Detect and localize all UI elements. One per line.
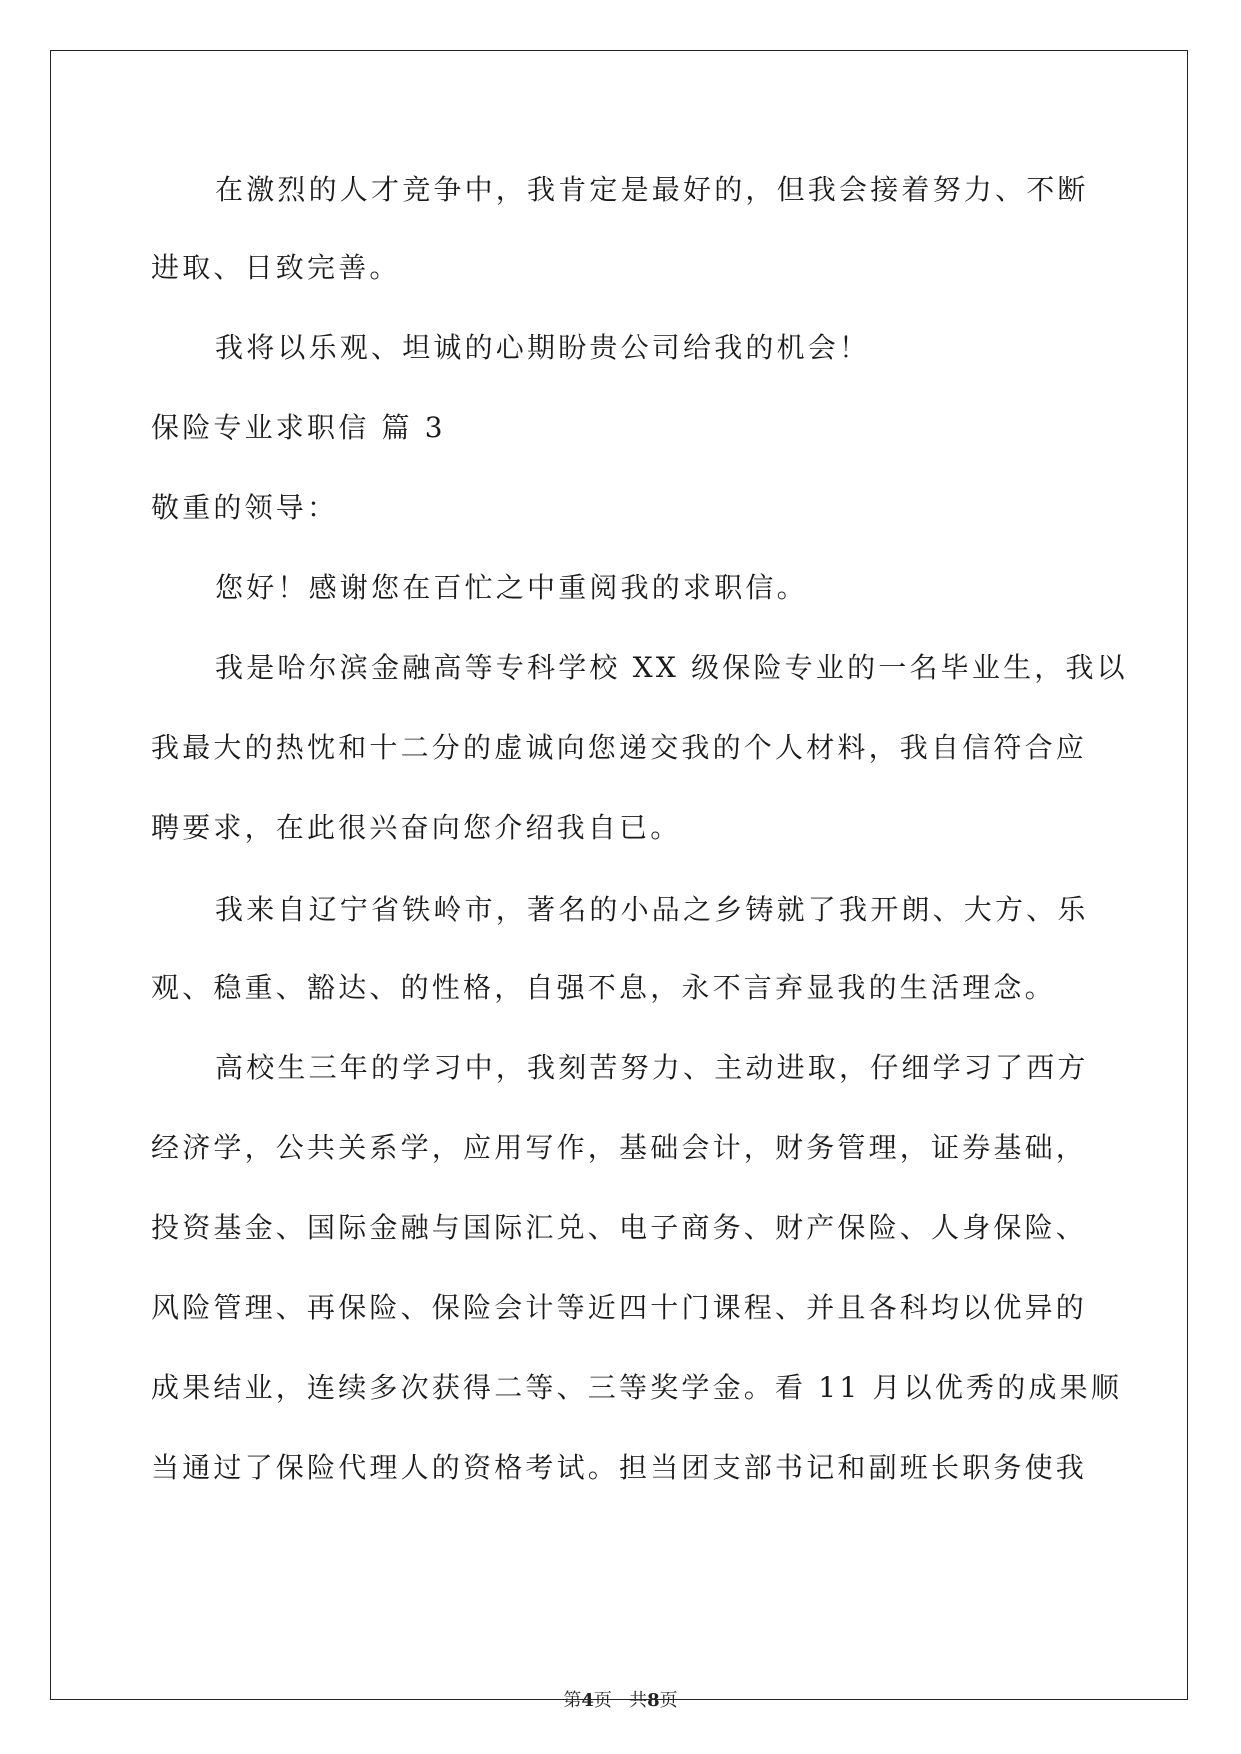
paragraph-line: 观、稳重、豁达、的性格，自强不息，永不言弃显我的生活理念。 xyxy=(151,971,1056,1004)
page-footer xyxy=(0,1690,1241,1712)
current-page-number: 4 xyxy=(581,1690,594,1711)
paragraph-line: 风险管理、再保险、保险会计等近四十门课程、并且各科均以优异的 xyxy=(151,1291,1088,1324)
paragraph-line: 高校生三年的学习中，我刻苦努力、主动进取，仔细学习了西方 xyxy=(215,1051,1089,1084)
paragraph-line: 您好！感谢您在百忙之中重阅我的求职信。 xyxy=(215,571,808,604)
paragraph-line: 经济学，公共关系学，应用写作，基础会计，财务管理，证券基础， xyxy=(151,1131,1088,1164)
paragraph-line: 投资基金、国际金融与国际汇兑、电子商务、财产保险、人身保险、 xyxy=(151,1211,1088,1244)
page-prefix: 第 xyxy=(563,1690,582,1711)
total-suffix: 页 xyxy=(659,1690,678,1711)
paragraph-line: 进取、日致完善。 xyxy=(151,251,401,284)
paragraph-line: 成果结业，连续多次获得二等、三等奖学金。看 11 月以优秀的成果顺 xyxy=(151,1371,1123,1404)
paragraph-line: 我最大的热忱和十二分的虚诚向您递交我的个人材料，我自信符合应 xyxy=(151,731,1088,764)
paragraph-line: 我将以乐观、坦诚的心期盼贵公司给我的机会！ xyxy=(215,331,871,364)
paragraph-line: 我是哈尔滨金融高等专科学校 XX 级保险专业的一名毕业生，我以 xyxy=(215,651,1128,684)
section-heading: 保险专业求职信 篇 3 xyxy=(151,411,446,444)
paragraph-line: 我来自辽宁省铁岭市，著名的小品之乡铸就了我开朗、大方、乐 xyxy=(215,893,1089,926)
total-prefix: 共 xyxy=(629,1690,648,1711)
paragraph-line: 当通过了保险代理人的资格考试。担当团支部书记和副班长职务使我 xyxy=(151,1451,1088,1484)
paragraph-line: 在激烈的人才竞争中，我肯定是最好的，但我会接着努力、不断 xyxy=(215,173,1089,206)
paragraph-line: 聘要求，在此很兴奋向您介绍我自已。 xyxy=(151,811,682,844)
page-mid: 页 xyxy=(593,1690,612,1711)
salutation: 敬重的领导： xyxy=(151,491,339,524)
total-page-number: 8 xyxy=(647,1690,660,1711)
